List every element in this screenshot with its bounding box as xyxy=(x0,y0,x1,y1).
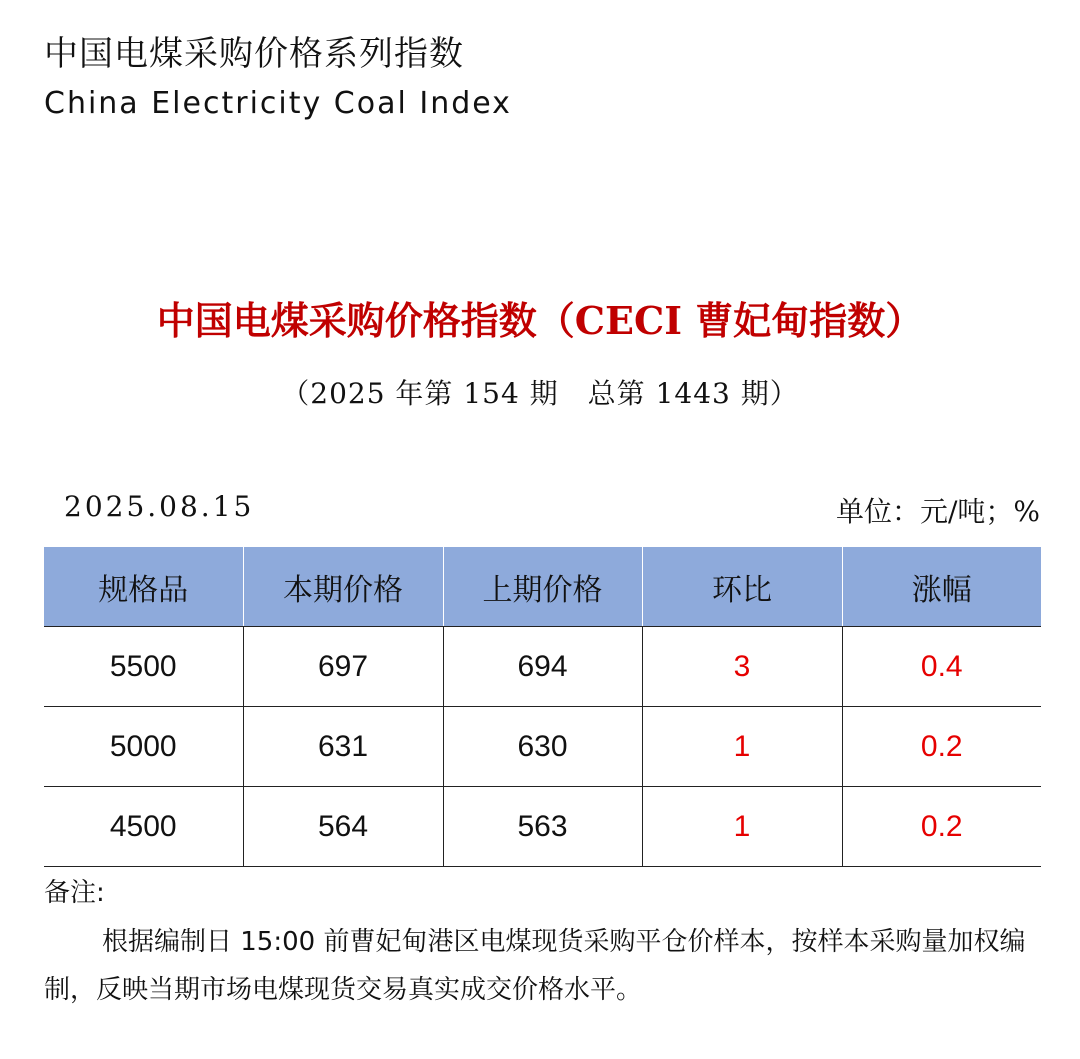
cell-change: 1 xyxy=(642,707,842,787)
unit-label: 单位：元/吨；% xyxy=(835,495,1040,528)
column-header-current-price: 本期价格 xyxy=(243,547,443,627)
table-header-row xyxy=(44,547,1041,627)
issue-number: （2025 年第 154 期 总第 1443 期） xyxy=(281,377,799,410)
series-title: 中国电煤采购价格系列指数 xyxy=(44,34,464,74)
cell-previous-price: 630 xyxy=(443,707,642,787)
cell-current-price: 697 xyxy=(243,627,443,707)
publish-date: 2025.08.15 xyxy=(64,490,255,523)
table-row xyxy=(44,707,1041,787)
cell-spec: 5000 xyxy=(44,707,243,787)
cell-previous-price: 694 xyxy=(443,627,642,707)
cell-spec: 4500 xyxy=(44,787,243,867)
index-title: 中国电煤采购价格指数（CECI 曹妃甸指数） xyxy=(156,298,924,343)
column-header-spec: 规格品 xyxy=(44,547,243,627)
table-row xyxy=(44,787,1041,867)
cell-current-price: 631 xyxy=(243,707,443,787)
cell-current-price: 564 xyxy=(243,787,443,867)
cell-percent: 0.2 xyxy=(842,707,1041,787)
column-header-percent: 涨幅 xyxy=(842,547,1041,627)
column-header-change: 环比 xyxy=(642,547,842,627)
column-header-previous-price: 上期价格 xyxy=(443,547,642,627)
cell-change: 3 xyxy=(642,627,842,707)
cell-percent: 0.4 xyxy=(842,627,1041,707)
cell-previous-price: 563 xyxy=(443,787,642,867)
cell-change: 1 xyxy=(642,787,842,867)
notes-label: 备注: xyxy=(44,878,105,908)
table-row xyxy=(44,627,1041,707)
notes-text: 根据编制日 15:00 前曹妃甸港区电煤现货采购平仓价样本，按样本采购量加权编制，反映当期市场电煤现货交易真实成交价格水平。 xyxy=(44,927,1026,1005)
cell-spec: 5500 xyxy=(44,627,243,707)
cell-percent: 0.2 xyxy=(842,787,1041,867)
series-subtitle-english: China Electricity Coal Index xyxy=(44,86,512,121)
price-table xyxy=(44,547,1041,867)
